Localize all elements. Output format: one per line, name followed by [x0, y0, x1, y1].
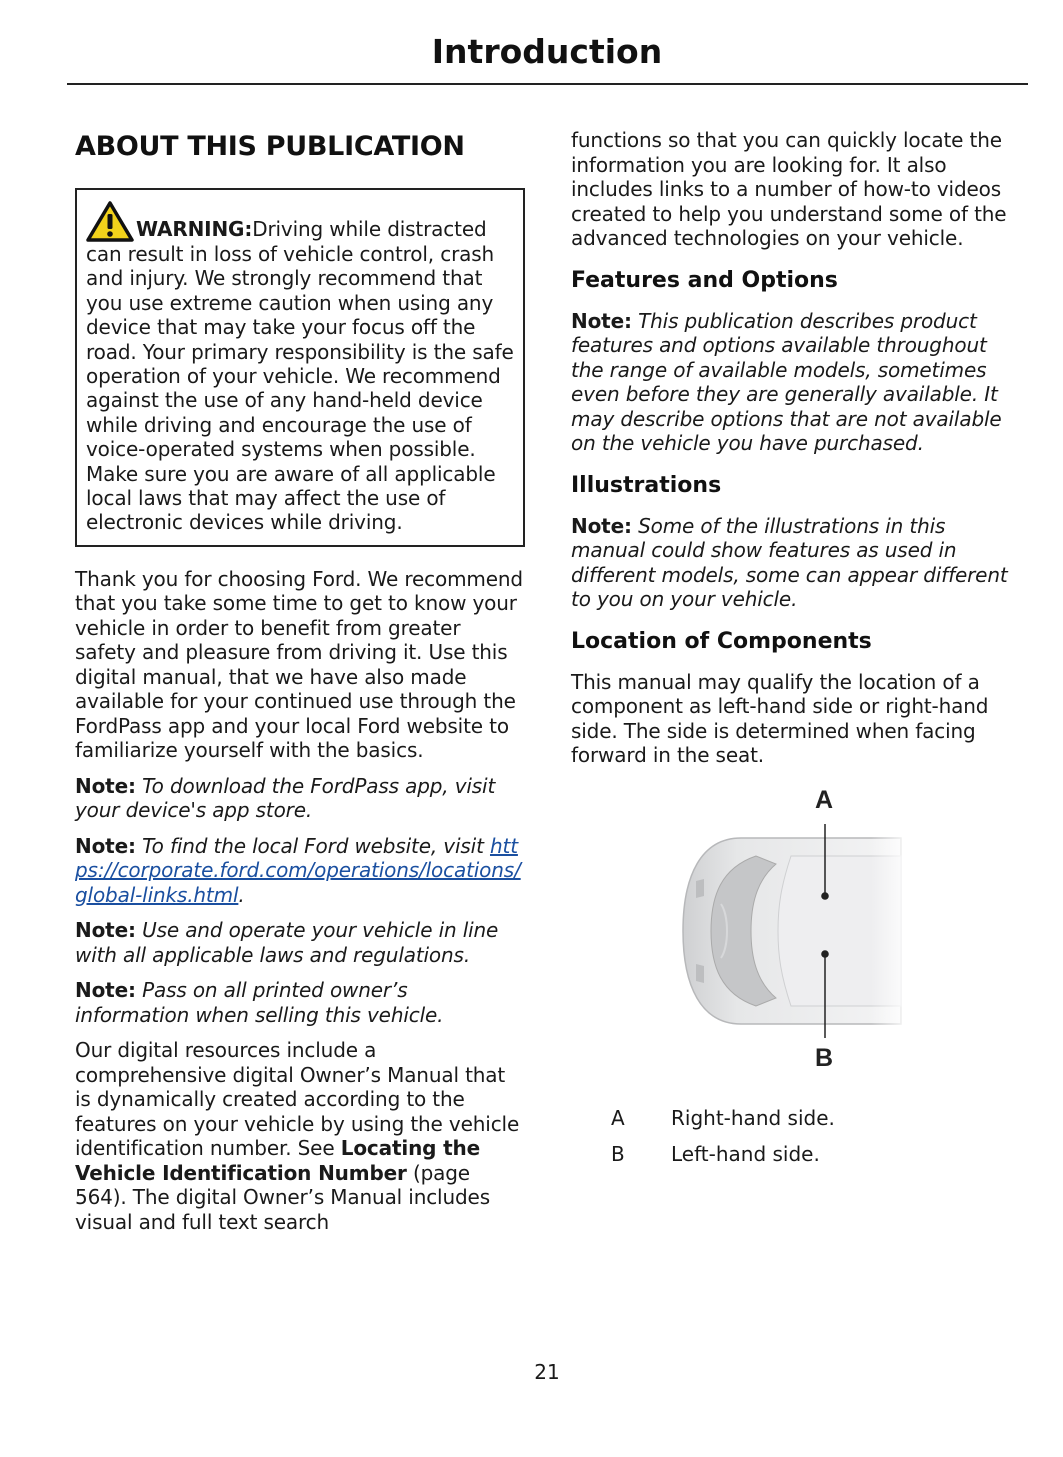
location-heading: Location of Components — [571, 628, 872, 654]
resources-paragraph — [75, 1038, 525, 1234]
note-label: Note: — [571, 308, 632, 333]
right-column — [571, 128, 1023, 1172]
note-laws — [75, 918, 525, 967]
warning-label: WARNING: — [136, 217, 253, 241]
vehicle-sides-figure — [571, 786, 1023, 1096]
legend-key: B — [611, 1141, 625, 1166]
header-rule — [67, 83, 1028, 85]
features-note — [571, 309, 1023, 456]
page-header-title: Introduction — [431, 32, 663, 71]
features-heading: Features and Options — [571, 267, 838, 293]
note-suffix: . — [238, 882, 245, 907]
legend-value: Left-hand side. — [671, 1141, 820, 1166]
vin-cross-reference[interactable]: Locating the Vehicle Identification Number — [75, 1136, 481, 1185]
figure-legend — [571, 1100, 1023, 1172]
section-title: ABOUT THIS PUBLICATION — [75, 131, 465, 162]
note-text: Pass on all printed owner’s information when selling this vehicle. — [75, 978, 444, 1027]
page-number: 21 — [534, 1360, 560, 1384]
illustrations-heading: Illustrations — [571, 472, 722, 498]
note-pass-on — [75, 978, 525, 1027]
note-label: Note: — [75, 833, 136, 858]
ford-website-link[interactable]: https://corporate.ford.com/operations/locations/global-links.html — [75, 833, 521, 907]
note-text: This publication describes product features and options available throughout the range of available models, sometimes even before they are generally available. It may describe options that are not available on the vehicle you have purchased. — [571, 308, 1002, 455]
warning-triangle-icon — [86, 200, 134, 242]
legend-row-b — [571, 1136, 1023, 1172]
warning-box — [75, 188, 525, 547]
legend-row-a — [571, 1100, 1023, 1136]
legend-value: Right-hand side. — [671, 1105, 835, 1130]
vehicle-top-view-illustration — [571, 786, 1023, 1096]
legend-key: A — [611, 1105, 625, 1130]
note-label: Note: — [571, 513, 632, 538]
note-label: Note: — [75, 918, 136, 943]
figure-label-b: B — [815, 1043, 834, 1072]
note-ford-website — [75, 834, 525, 908]
left-column — [75, 128, 525, 1245]
illustrations-note — [571, 514, 1023, 612]
intro-paragraph: Thank you for choosing Ford. We recommend that you take some time to get to know your vehicle in order to benefit from greater safety and pleasure from driving it. Use this digital manual, that we have also made available for your continued use through the FordPass app and your local Ford website to familiarize yourself with the basics. — [75, 566, 523, 763]
note-text: To download the FordPass app, visit your device's app store. — [75, 773, 496, 823]
figure-label-a: A — [815, 785, 834, 814]
car-top-view — [683, 826, 911, 1036]
resources-text: Our digital resources include a comprehensive digital Owner’s Manual that is dynamically created according to the features on your vehicle by using the vehicle identification number. See — [75, 1038, 520, 1161]
note-label: Note: — [75, 978, 136, 1003]
note-download-app — [75, 774, 525, 823]
note-text: To find the local Ford website, visit — [142, 833, 484, 858]
resources-text-end: (page 564). The digital Owner’s Manual includes visual and full text search — [75, 1160, 490, 1234]
location-paragraph: This manual may qualify the location of a component as left-hand side or right-hand side. The side is determined when facing forward in the seat. — [571, 669, 989, 767]
warning-text: Driving while distracted can result in loss of vehicle control, crash and injury. We strongly recommend that you use extreme caution when using any device that may take your focus off the road. Your primary responsibility is the safe operation of your vehicle. We recommend against the use of any hand-held device while driving and encourage the use of voice-operated systems when possible. Make sure you are aware of all applicable local laws that may affect the use of electronic devices while driving. — [86, 217, 514, 535]
note-text: Use and operate your vehicle in line with all applicable laws and regulations. — [75, 918, 499, 967]
note-text: Some of the illustrations in this manual could show features as used in different models, some can appear different to you on your vehicle. — [571, 513, 1008, 611]
note-label: Note: — [75, 773, 136, 798]
continuation-paragraph: functions so that you can quickly locate the information you are looking for. It also includes links to a number of how-to videos created to help you understand some of the advanced technologies on your vehicle. — [571, 128, 1007, 250]
